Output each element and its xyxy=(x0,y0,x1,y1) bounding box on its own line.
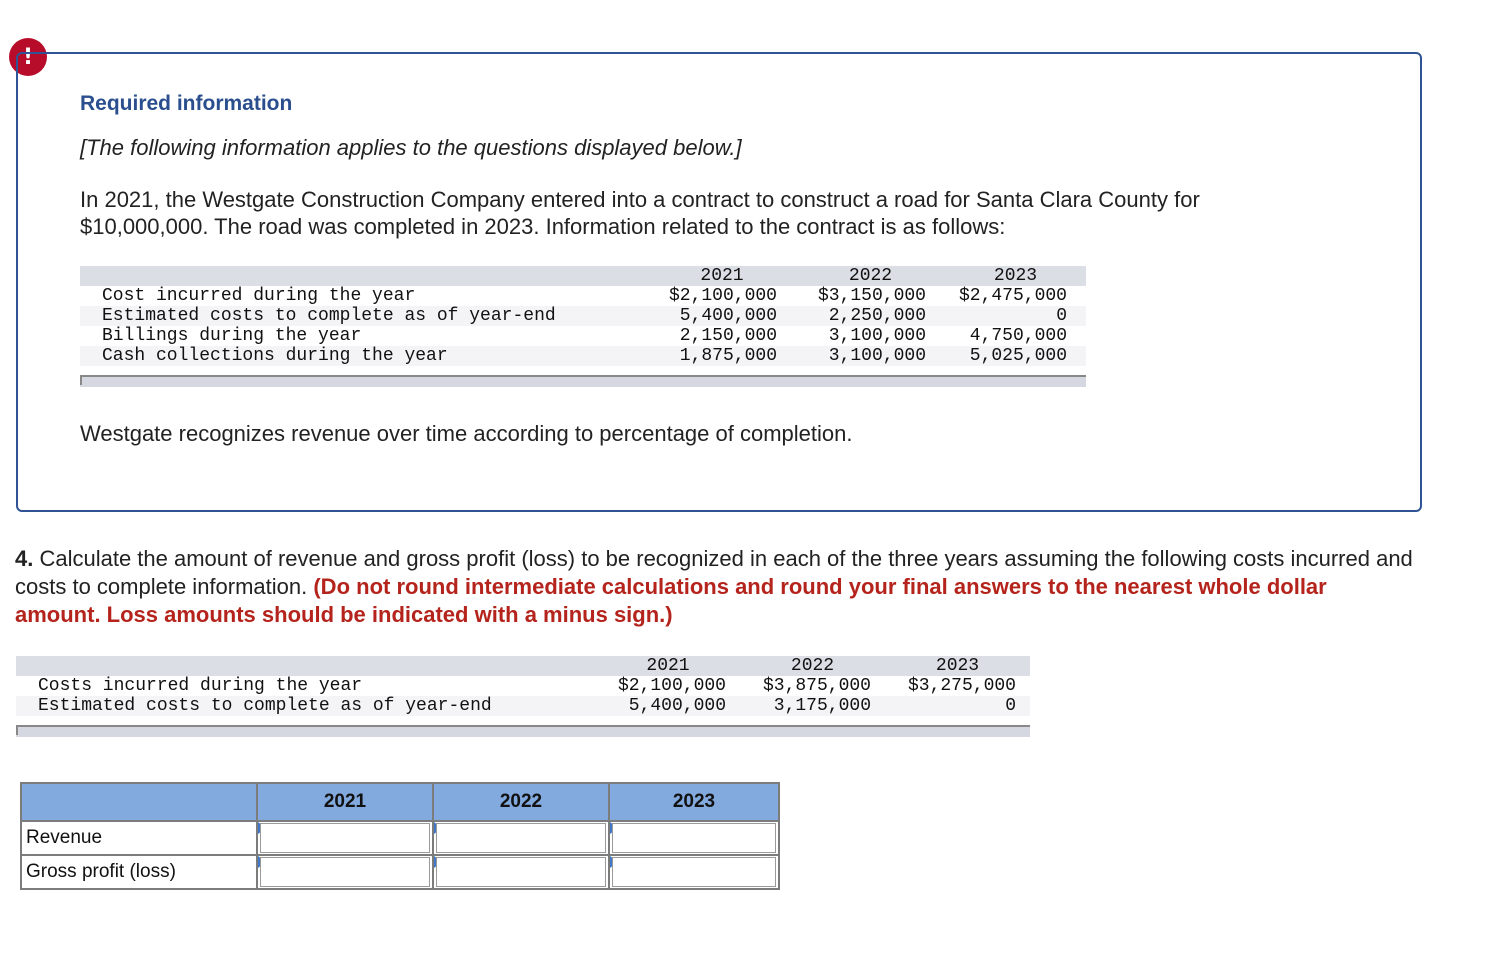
table-header-row xyxy=(80,266,1086,286)
cell-value: $3,875,000 xyxy=(762,676,871,696)
cell-value: 4,750,000 xyxy=(969,326,1067,346)
row-label: Billings during the year xyxy=(102,326,362,346)
column-header-2022: 2022 xyxy=(433,783,609,821)
table-row xyxy=(16,676,1030,696)
table-footer-bar xyxy=(80,375,1086,387)
year-header: 2021 xyxy=(596,656,740,676)
column-header-2021: 2021 xyxy=(257,783,433,821)
year-header: 2022 xyxy=(796,266,945,286)
revenue-2023-input[interactable] xyxy=(612,823,776,853)
cell-value: 0 xyxy=(945,306,1086,326)
table-row xyxy=(16,696,1030,716)
question-number: 4. xyxy=(15,546,34,571)
cell-value: 1,875,000 xyxy=(648,346,796,366)
year-header: 2023 xyxy=(885,656,1030,676)
table-footer-bar xyxy=(16,725,1030,737)
gross-profit-2021-input[interactable] xyxy=(260,857,430,887)
row-label: Cash collections during the year xyxy=(80,346,648,366)
cell-value: $3,275,000 xyxy=(907,676,1016,696)
answer-row-gross-profit xyxy=(21,855,779,889)
answer-header-row xyxy=(21,783,779,821)
required-information-title: Required information xyxy=(80,92,293,115)
alert-icon: ! xyxy=(9,38,47,76)
question-4 xyxy=(15,545,1415,629)
answer-table xyxy=(20,782,780,890)
table-row xyxy=(80,306,1086,326)
cell-value: 2,150,000 xyxy=(679,326,777,346)
table-row xyxy=(80,286,1086,306)
cell-value: $3,150,000 xyxy=(817,286,926,306)
recognition-text: Westgate recognizes revenue over time according to percentage of completion. xyxy=(80,421,853,446)
cell-value: 5,025,000 xyxy=(945,346,1086,366)
contract-info-table xyxy=(80,266,1086,366)
question-text: Calculate the amount of revenue and gross profit (loss) to be recognized in each of the three years assuming the following costs incurred and costs to complete information. xyxy=(15,546,1413,599)
row-label: Estimated costs to complete as of year-end xyxy=(80,306,648,326)
revenue-2021-input[interactable] xyxy=(260,823,430,853)
cell-value: 5,400,000 xyxy=(648,306,796,326)
row-label: Cost incurred during the year xyxy=(102,286,416,306)
row-label: Revenue xyxy=(21,821,257,855)
row-label: Gross profit (loss) xyxy=(21,855,257,889)
table-header-row xyxy=(16,656,1030,676)
year-header: 2023 xyxy=(945,266,1086,286)
cell-value: 3,100,000 xyxy=(828,326,926,346)
year-header: 2022 xyxy=(740,656,885,676)
cell-value: $2,100,000 xyxy=(668,286,777,306)
year-header: 2021 xyxy=(648,266,796,286)
row-label: Estimated costs to complete as of year-end xyxy=(16,696,596,716)
cell-value: $2,475,000 xyxy=(958,286,1067,306)
cell-value: 3,175,000 xyxy=(740,696,885,716)
row-label: Costs incurred during the year xyxy=(38,676,363,696)
gross-profit-2023-input[interactable] xyxy=(612,857,776,887)
question-instruction: (Do not round intermediate calculations and round your final answers to the nearest whole dollar amount. Loss amounts should be indicated with a minus sign.) xyxy=(15,574,1327,627)
table-row xyxy=(80,346,1086,366)
revenue-2022-input[interactable] xyxy=(436,823,606,853)
assumption-table xyxy=(16,656,1030,716)
cell-value: 3,100,000 xyxy=(796,346,945,366)
answer-row-revenue xyxy=(21,821,779,855)
cell-value: 5,400,000 xyxy=(596,696,740,716)
applies-note: [The following information applies to the questions displayed below.] xyxy=(80,135,742,160)
cell-value: 0 xyxy=(885,696,1030,716)
table-row xyxy=(80,326,1086,346)
column-header-2023: 2023 xyxy=(609,783,779,821)
contract-intro: In 2021, the Westgate Construction Company entered into a contract to construct a road for Santa Clara County for $10,000,000. The road was completed in 2023. Information related to the contract is as follows: xyxy=(80,187,1200,239)
cell-value: $2,100,000 xyxy=(617,676,726,696)
cell-value: 2,250,000 xyxy=(796,306,945,326)
gross-profit-2022-input[interactable] xyxy=(436,857,606,887)
